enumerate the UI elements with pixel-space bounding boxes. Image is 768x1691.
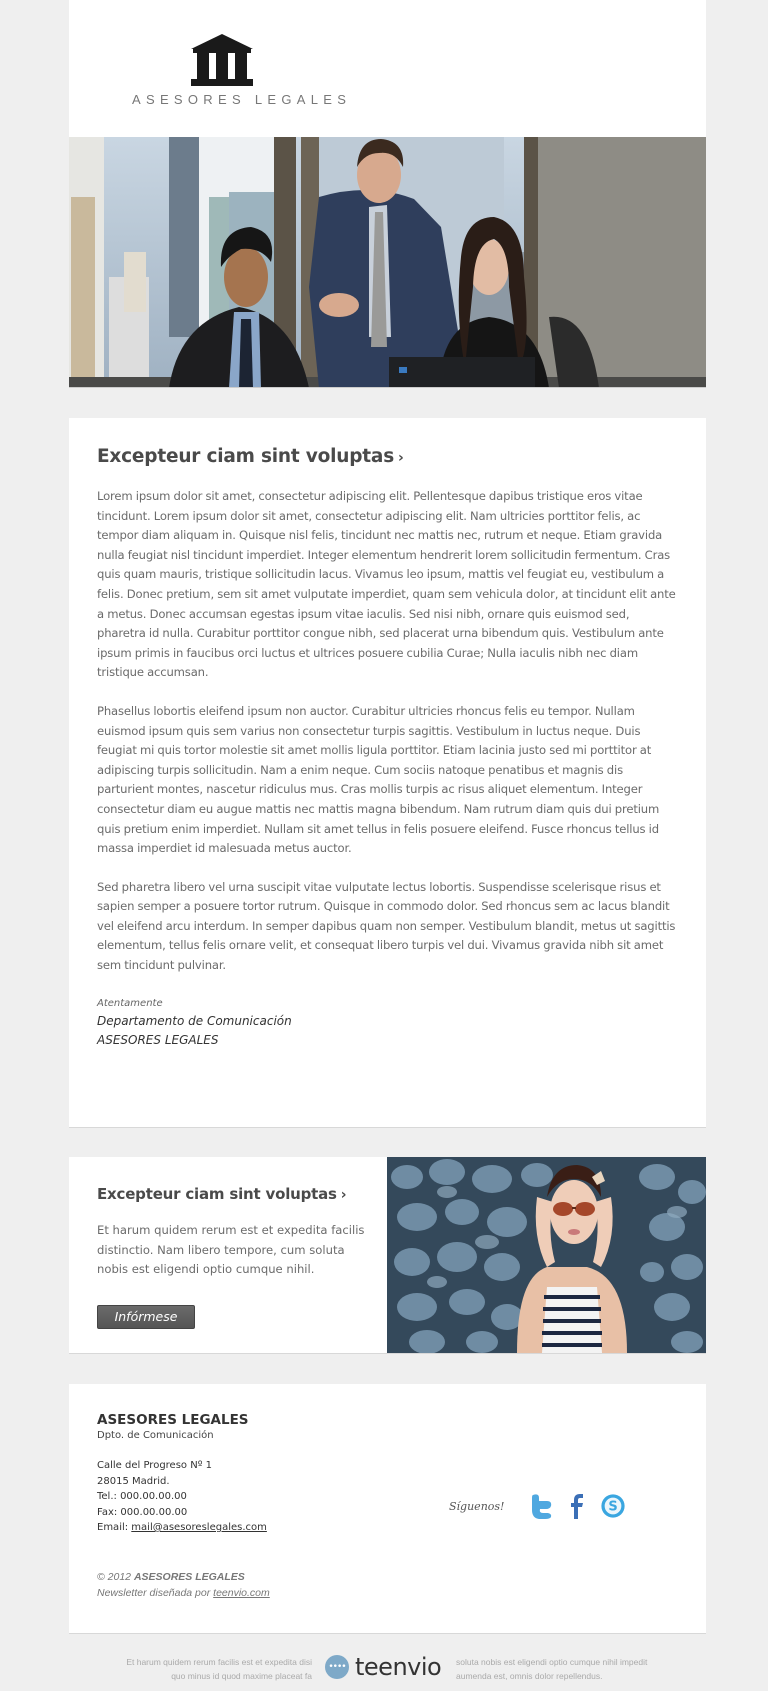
promo-image — [387, 1157, 706, 1353]
article-card — [69, 418, 706, 1127]
signature-company: ASESORES LEGALES — [97, 1032, 219, 1047]
signature-dept: Departamento de Comunicación — [97, 1013, 292, 1028]
email-label: Email: — [97, 1522, 132, 1533]
informese-button[interactable]: Infórmese — [97, 1305, 195, 1329]
promo-card — [69, 1157, 706, 1353]
svg-text:S: S — [608, 1499, 619, 1515]
strip-left-text: Et harum quidem rerum facilis est et expedita disi quo minus id quod maxime placeat fa — [126, 1657, 312, 1681]
copyright: © 2012 ASESORES LEGALES Newsletter diseñada por teenvio.com — [97, 1570, 270, 1599]
article-paragraph: Sed pharetra libero vel urna suscipit vitae vulputate lectus lobortis. Suspendisse scelerisque risus et sapien semper a posuere tortor rutrum. Quisque in commodo dolor. Sed rhoncus sem ac lacus blandit vel eleifend arcu interdum. In semper dapibus quam non semper. Vestibulum blandit, metus ut sagittis elementum, tellus felis ornare velit, et consequat libero turpis vel dui. Vivamus gravida nibh sit amet sem tincidunt pulvinar. — [97, 879, 676, 973]
social-links — [449, 1492, 636, 1520]
hero-image — [69, 137, 706, 388]
telephone: Tel.: 000.00.00.00 — [97, 1491, 187, 1502]
footer-brand: ASESORES LEGALES — [97, 1412, 249, 1428]
article-paragraph: Lorem ipsum dolor sit amet, consectetur adipiscing elit. Pellentesque dapibus tristique eros vitae tincidunt. Lorem ipsum dolor sit amet, consectetur adipiscing elit. Nam ultricies porttitor felis, ac tempor diam aliquam in. Quisque nisl felis, tincidunt nec mattis nec, rutrum et neque. Etiam gravida nulla feugiat nisl tincidunt imperdiet. Integer elementum hendrerit lorem sollicitudin fermentum. Cras quis quam mauris, tristique sollicitudin lacus. Vivamus leo ipsum, mattis vel feugiat eu, vestibulum a felis. Donec pretium, sem sit amet vulputate imperdiet, quam sem vehicula dolor, at tincidunt elit ante a metus. Donec accumsan egestas ipsum vitae iaculis. Sed nisi nibh, ornare quis euismod sed, pharetra id nulla. Curabitur porttitor congue nibh, sed placerat urna bibendum quis. Vestibulum ante ipsum primis in faucibus orci luctus et ultrices posuere cubilia Curae; Nulla iaculis nibh nec diam tristique accumsan. — [97, 489, 676, 680]
address-city: 28015 Madrid. — [97, 1475, 170, 1487]
fax: Fax: 000.00.00.00 — [97, 1506, 188, 1518]
copyright-brand: ASESORES LEGALES — [133, 1570, 245, 1583]
logo[interactable] — [132, 34, 352, 107]
email-link[interactable]: mail@asesoreslegales.com — [131, 1522, 267, 1533]
classical-building-icon — [189, 34, 255, 86]
article-paragraph: Phasellus lobortis eleifend ipsum non auctor. Curabitur ultricies rhoncus felis eu tempor. Nullam euismod ipsum quis sem varius non consectetur turpis sagittis. Vestibulum in luctus neque. Duis feugiat mi quis tortor molestie sit amet mollis ligula porttitor. Etiam lacinia justo sed mi porttitor at adipiscing turpis sollicitudin. Nam a enim neque. Cum sociis natoque penatibus et magnis dis parturient montes, nascetur ridiculus mus. Cras mollis turpis ac risus aliquet elementum. Integer consectetur diam eu augue mattis nec mattis magna bibendum. Nam rutrum diam quis dui pretium quis pretium enim imperdiet. Nullam sit amet tellus in felis posuere eleifend. Fusce rhoncus tellus id massa imperdiet id malesuada metus auctor. — [97, 703, 660, 856]
teenvio-link[interactable]: teenvio.com — [213, 1586, 270, 1599]
signoff: Atentamente — [97, 997, 163, 1009]
facebook-icon[interactable] — [564, 1492, 590, 1520]
email-row — [97, 1520, 678, 1536]
promo-text: Et harum quidem rerum est et expedita facilis distinctio. Nam libero tempore, cum soluta nobis est eligendi optio cumque nihil. — [97, 1223, 365, 1277]
promo-title[interactable]: Excepteur ciam sint voluptas › — [97, 1185, 347, 1203]
follow-label: Síguenos! — [449, 1499, 505, 1513]
article-title[interactable]: Excepteur ciam sint voluptas › — [97, 446, 404, 467]
header — [69, 0, 706, 137]
logo-text: ASESORES LEGALES — [132, 92, 352, 107]
teenvio-dots-icon: •••• — [325, 1655, 349, 1679]
footer-card — [69, 1384, 706, 1633]
chevron-right-icon: › — [398, 450, 404, 466]
bottom-strip — [0, 1633, 768, 1691]
twitter-icon[interactable] — [528, 1492, 554, 1520]
teenvio-wordmark: teenvio — [355, 1653, 442, 1681]
skype-icon[interactable] — [600, 1492, 626, 1520]
chevron-right-icon: › — [340, 1187, 347, 1203]
teenvio-logo[interactable] — [325, 1653, 441, 1681]
strip-right-text: soluta nobis est eligendi optio cumque nihil impedit aumenda est, omnis dolor repellendus. — [456, 1657, 648, 1681]
footer-dept: Dpto. de Comunicación — [97, 1430, 214, 1441]
address-line: Calle del Progreso Nº 1 — [97, 1460, 212, 1471]
